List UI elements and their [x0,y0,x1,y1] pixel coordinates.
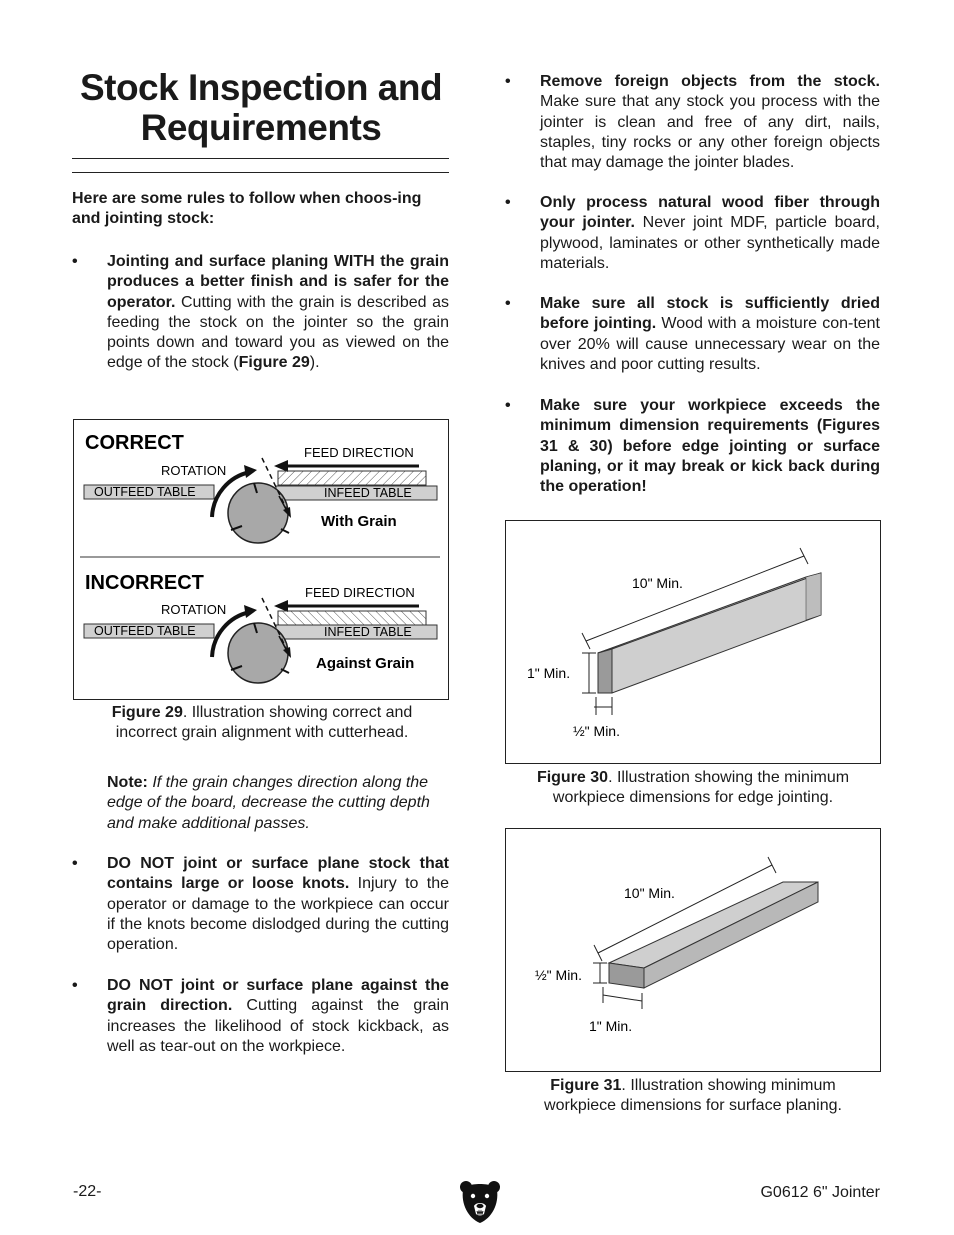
figure-31-box [505,828,881,1072]
rotation-label-2: ROTATION [161,602,227,617]
bullet-bold-text: Make sure all stock is sufficiently dried before jointing. [540,295,880,333]
board-end-face [598,649,612,693]
infeed-table-label-2: INFEED TABLE [324,625,412,639]
bullet-marker: • [505,73,511,90]
length-label: 10" Min. [624,885,675,901]
edge-jointing-board-illustration [506,521,880,763]
bullet-marker: • [505,194,511,211]
page-number: -22- [73,1183,102,1200]
bear-logo-icon [459,1178,501,1224]
bullet-bold-text: DO NOT joint or surface plane against the grain direction. [107,977,449,1015]
feed-arrow-head [274,460,288,472]
figure-ref-end: ). [309,354,320,372]
surface-planing-board-illustration [506,829,880,1071]
note-body: If the grain changes direction along the edge of the board, decrease the cutting depth and make additional passes. [107,774,430,832]
height-label: ½" Min. [535,967,582,983]
board-end-face [609,963,644,988]
intro-text: Here are some rules to follow when choos-ing and jointing stock: [72,190,422,228]
bullet-body-text: Injury to the operator or damage to the workpiece can occur if the knots become dislodged during the cutting operation. [107,875,449,954]
figure-ref-label: Figure [238,354,288,372]
bullet-marker: • [72,855,78,872]
figure-ref-number: 29 [287,354,310,372]
bullet-body-text: Wood with a moisture con-tent over 20% will cause unnecessary wear on the knives and poor cutting results. [540,315,881,373]
against-grain-label: Against Grain [316,655,415,672]
incorrect-title: INCORRECT [85,572,204,594]
figure-29-box [73,419,449,700]
bullet-bold-text: Remove foreign objects from the stock. [540,73,880,90]
correct-title: CORRECT [85,432,184,454]
figure-29-caption: Figure 29. Illustration showing correct and incorrect grain alignment with cutterhead. [111,704,413,742]
with-grain-label: With Grain [321,513,397,530]
bullet-marker: • [72,253,78,270]
bullet-marker: • [72,977,78,994]
bullet-body-text: Cutting against the grain increases the likelihood of stock kickback, as well as tear-out on the workpiece. [107,997,449,1055]
figure-31-caption: Figure 31. Illustration showing minimum workpiece dimensions for surface planing. [544,1077,842,1115]
note-text [107,773,449,834]
rotation-arrow-head [244,465,257,478]
infeed-table-label: INFEED TABLE [324,486,412,500]
bullet-bold-text: Make sure your workpiece exceeds the minimum dimension requirements (Figures 31 & 30) before edge jointing or surface planing, or it may break or kick back during the operation! [540,397,880,496]
bullet-body-text: Never joint MDF, particle board, plywood, laminates or other synthetically made materials. [540,214,880,272]
title-rule-top [72,158,449,159]
length-label: 10" Min. [632,575,683,591]
board-front-face [598,573,821,693]
stock-with-grain [278,471,426,485]
outfeed-table-label: OUTFEED TABLE [94,485,196,499]
grain-illustration [74,420,448,699]
width-dimension-line [603,995,642,1001]
rotation-label: ROTATION [161,463,227,478]
feed-direction-label-2: FEED DIRECTION [305,585,415,600]
note-label: Note: [107,774,148,791]
outfeed-table-label-2: OUTFEED TABLE [94,624,196,638]
feed-direction-label: FEED DIRECTION [304,445,414,460]
page-title: Stock Inspection and Requirements [79,67,443,148]
title-rule-bottom [72,172,449,173]
bullet-marker: • [505,295,511,312]
bullet-body-text: Make sure that any stock you process with the jointer is clean and free of any dirt, nails, staples, tiny rocks or any other foreign objects that may damage the jointer blades. [540,93,880,172]
bullet-bold-text: DO NOT joint or surface plane stock that contains large or loose knots. [107,855,449,893]
width-label: ½" Min. [573,723,620,739]
figure-30-box [505,520,881,764]
figure-30-caption: Figure 30. Illustration showing the minimum workpiece dimensions for edge jointing. [536,769,850,807]
bullet-bold-text: Jointing and surface planing WITH the grain produces a better finish and is safer for the operator. [107,253,449,311]
width-label: 1" Min. [589,1018,633,1034]
height-label: 1" Min. [527,665,571,681]
bullet-marker: • [505,397,511,414]
stock-against-grain [278,611,426,625]
bullet-bold-text: Only process natural wood fiber through your jointer. [540,194,880,232]
model-name: G0612 6" Jointer [760,1184,880,1201]
bullet-body-text: Cutting with the grain is described as feeding the stock on the jointer so the grain points down and toward you as viewed on the edge of the stock ( [107,293,449,372]
